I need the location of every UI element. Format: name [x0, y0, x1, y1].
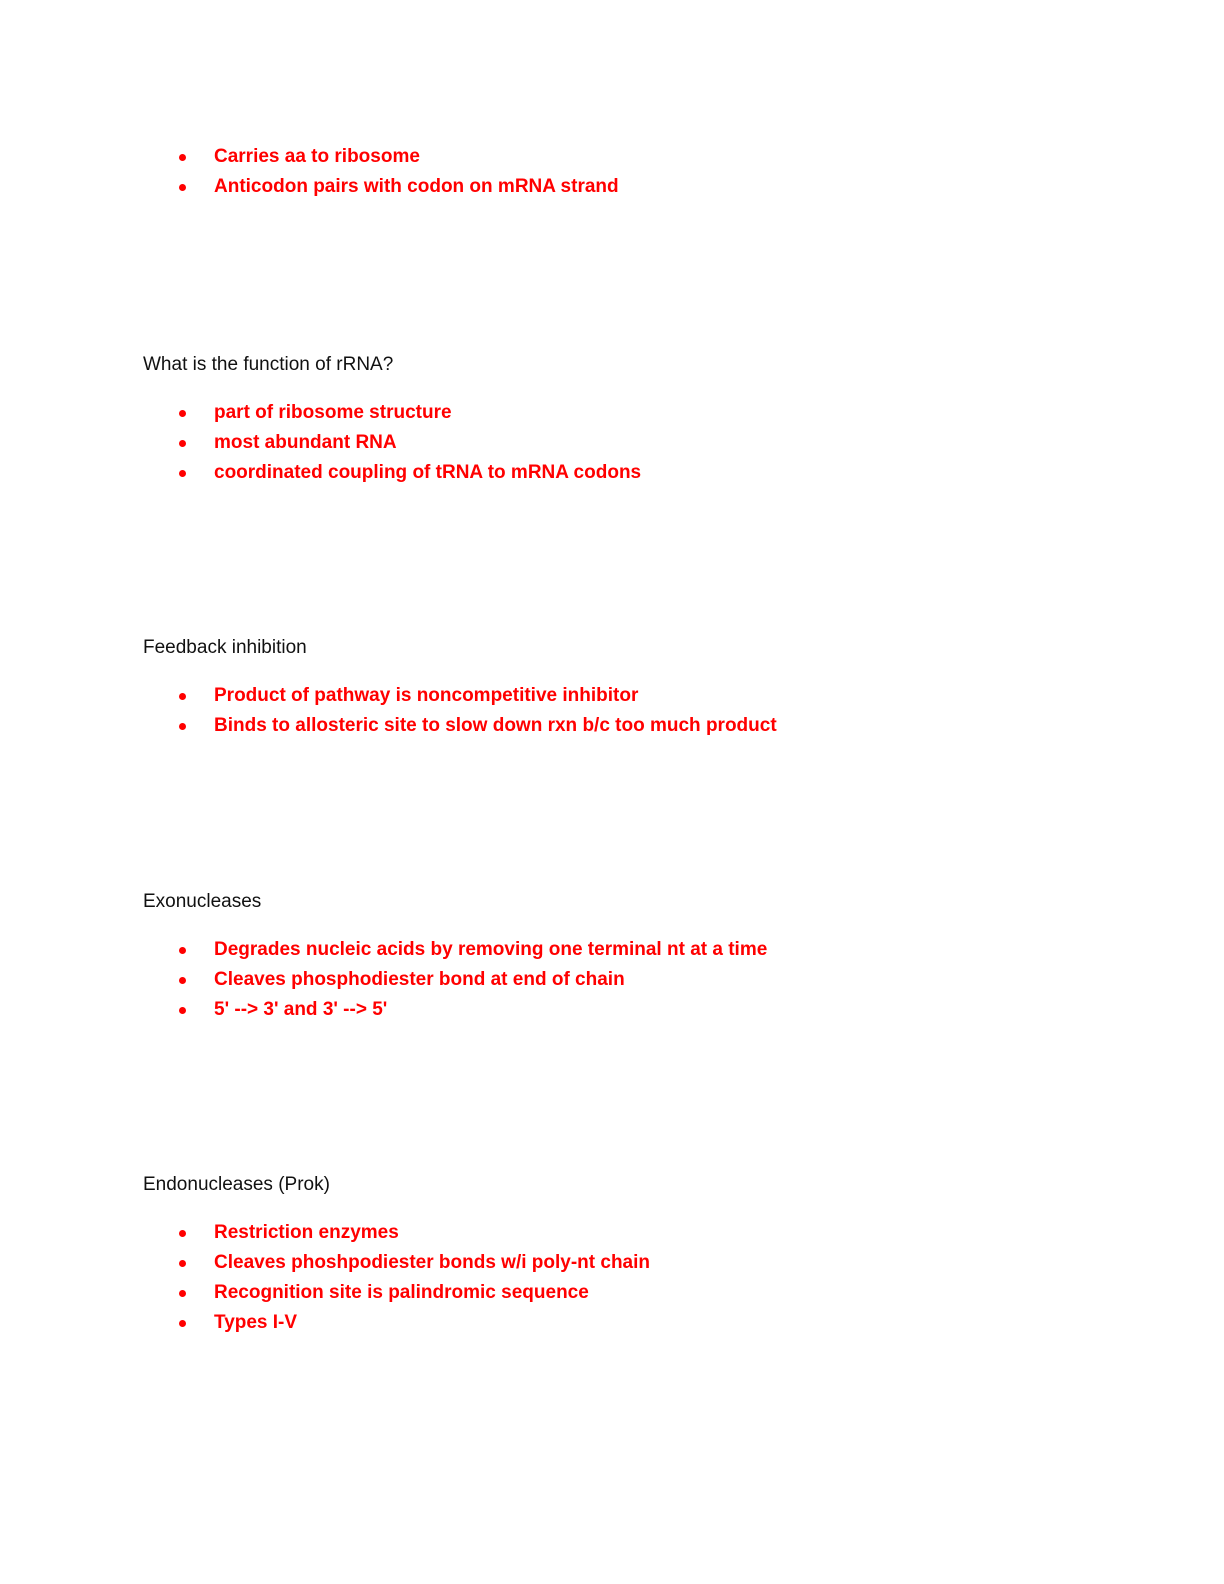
bullet-icon — [179, 1290, 186, 1297]
qa-section-trna — [143, 142, 1143, 202]
bullet-icon — [179, 410, 186, 417]
bullet-icon — [179, 1230, 186, 1237]
bullet-icon — [179, 470, 186, 477]
answer-item — [143, 711, 1143, 741]
answer-item — [143, 1218, 1143, 1248]
answer-text: 5' --> 3' and 3' --> 5' — [214, 999, 388, 1020]
answer-text: Binds to allosteric site to slow down rxn b/c too much product — [214, 715, 777, 736]
qa-section-rrna — [143, 353, 1143, 488]
bullet-icon — [179, 1320, 186, 1327]
answer-item — [143, 1248, 1143, 1278]
answer-text: Cleaves phosphodiester bond at end of chain — [214, 969, 625, 990]
bullet-icon — [179, 440, 186, 447]
bullet-icon — [179, 693, 186, 700]
bullet-icon — [179, 977, 186, 984]
answer-item — [143, 428, 1143, 458]
bullet-icon — [179, 723, 186, 730]
answer-item — [143, 995, 1143, 1025]
qa-section-endonucleases — [143, 1173, 1143, 1338]
answer-list — [143, 681, 1143, 741]
answer-text: Product of pathway is noncompetitive inhibitor — [214, 685, 639, 706]
qa-section-exonucleases — [143, 890, 1143, 1025]
question-heading: What is the function of rRNA? — [143, 354, 394, 375]
answer-text: Degrades nucleic acids by removing one terminal nt at a time — [214, 939, 768, 960]
answer-list — [143, 1218, 1143, 1338]
answer-item — [143, 1308, 1143, 1338]
bullet-icon — [179, 1260, 186, 1267]
answer-item — [143, 965, 1143, 995]
answer-item — [143, 1278, 1143, 1308]
answer-list — [143, 398, 1143, 488]
question-heading: Exonucleases — [143, 891, 262, 912]
bullet-icon — [179, 184, 186, 191]
qa-section-feedback-inhibition — [143, 636, 1143, 741]
answer-text: Carries aa to ribosome — [214, 146, 420, 167]
answer-item — [143, 398, 1143, 428]
answer-item — [143, 458, 1143, 488]
question-heading: Feedback inhibition — [143, 637, 307, 658]
answer-text: Cleaves phoshpodiester bonds w/i poly-nt chain — [214, 1252, 651, 1273]
answer-text: most abundant RNA — [214, 432, 397, 453]
answer-item — [143, 172, 1143, 202]
answer-text: Types I-V — [214, 1312, 298, 1333]
bullet-icon — [179, 1007, 186, 1014]
answer-text: Restriction enzymes — [214, 1222, 399, 1243]
bullet-icon — [179, 947, 186, 954]
answer-text: Recognition site is palindromic sequence — [214, 1282, 589, 1303]
answer-list — [143, 935, 1143, 1025]
answer-text: coordinated coupling of tRNA to mRNA codons — [214, 462, 642, 483]
question-heading: Endonucleases (Prok) — [143, 1174, 330, 1195]
answer-text: part of ribosome structure — [214, 402, 452, 423]
answer-item — [143, 681, 1143, 711]
answer-item — [143, 142, 1143, 172]
bullet-icon — [179, 154, 186, 161]
answer-text: Anticodon pairs with codon on mRNA strand — [214, 176, 619, 197]
answer-list — [143, 142, 1143, 202]
answer-item — [143, 935, 1143, 965]
